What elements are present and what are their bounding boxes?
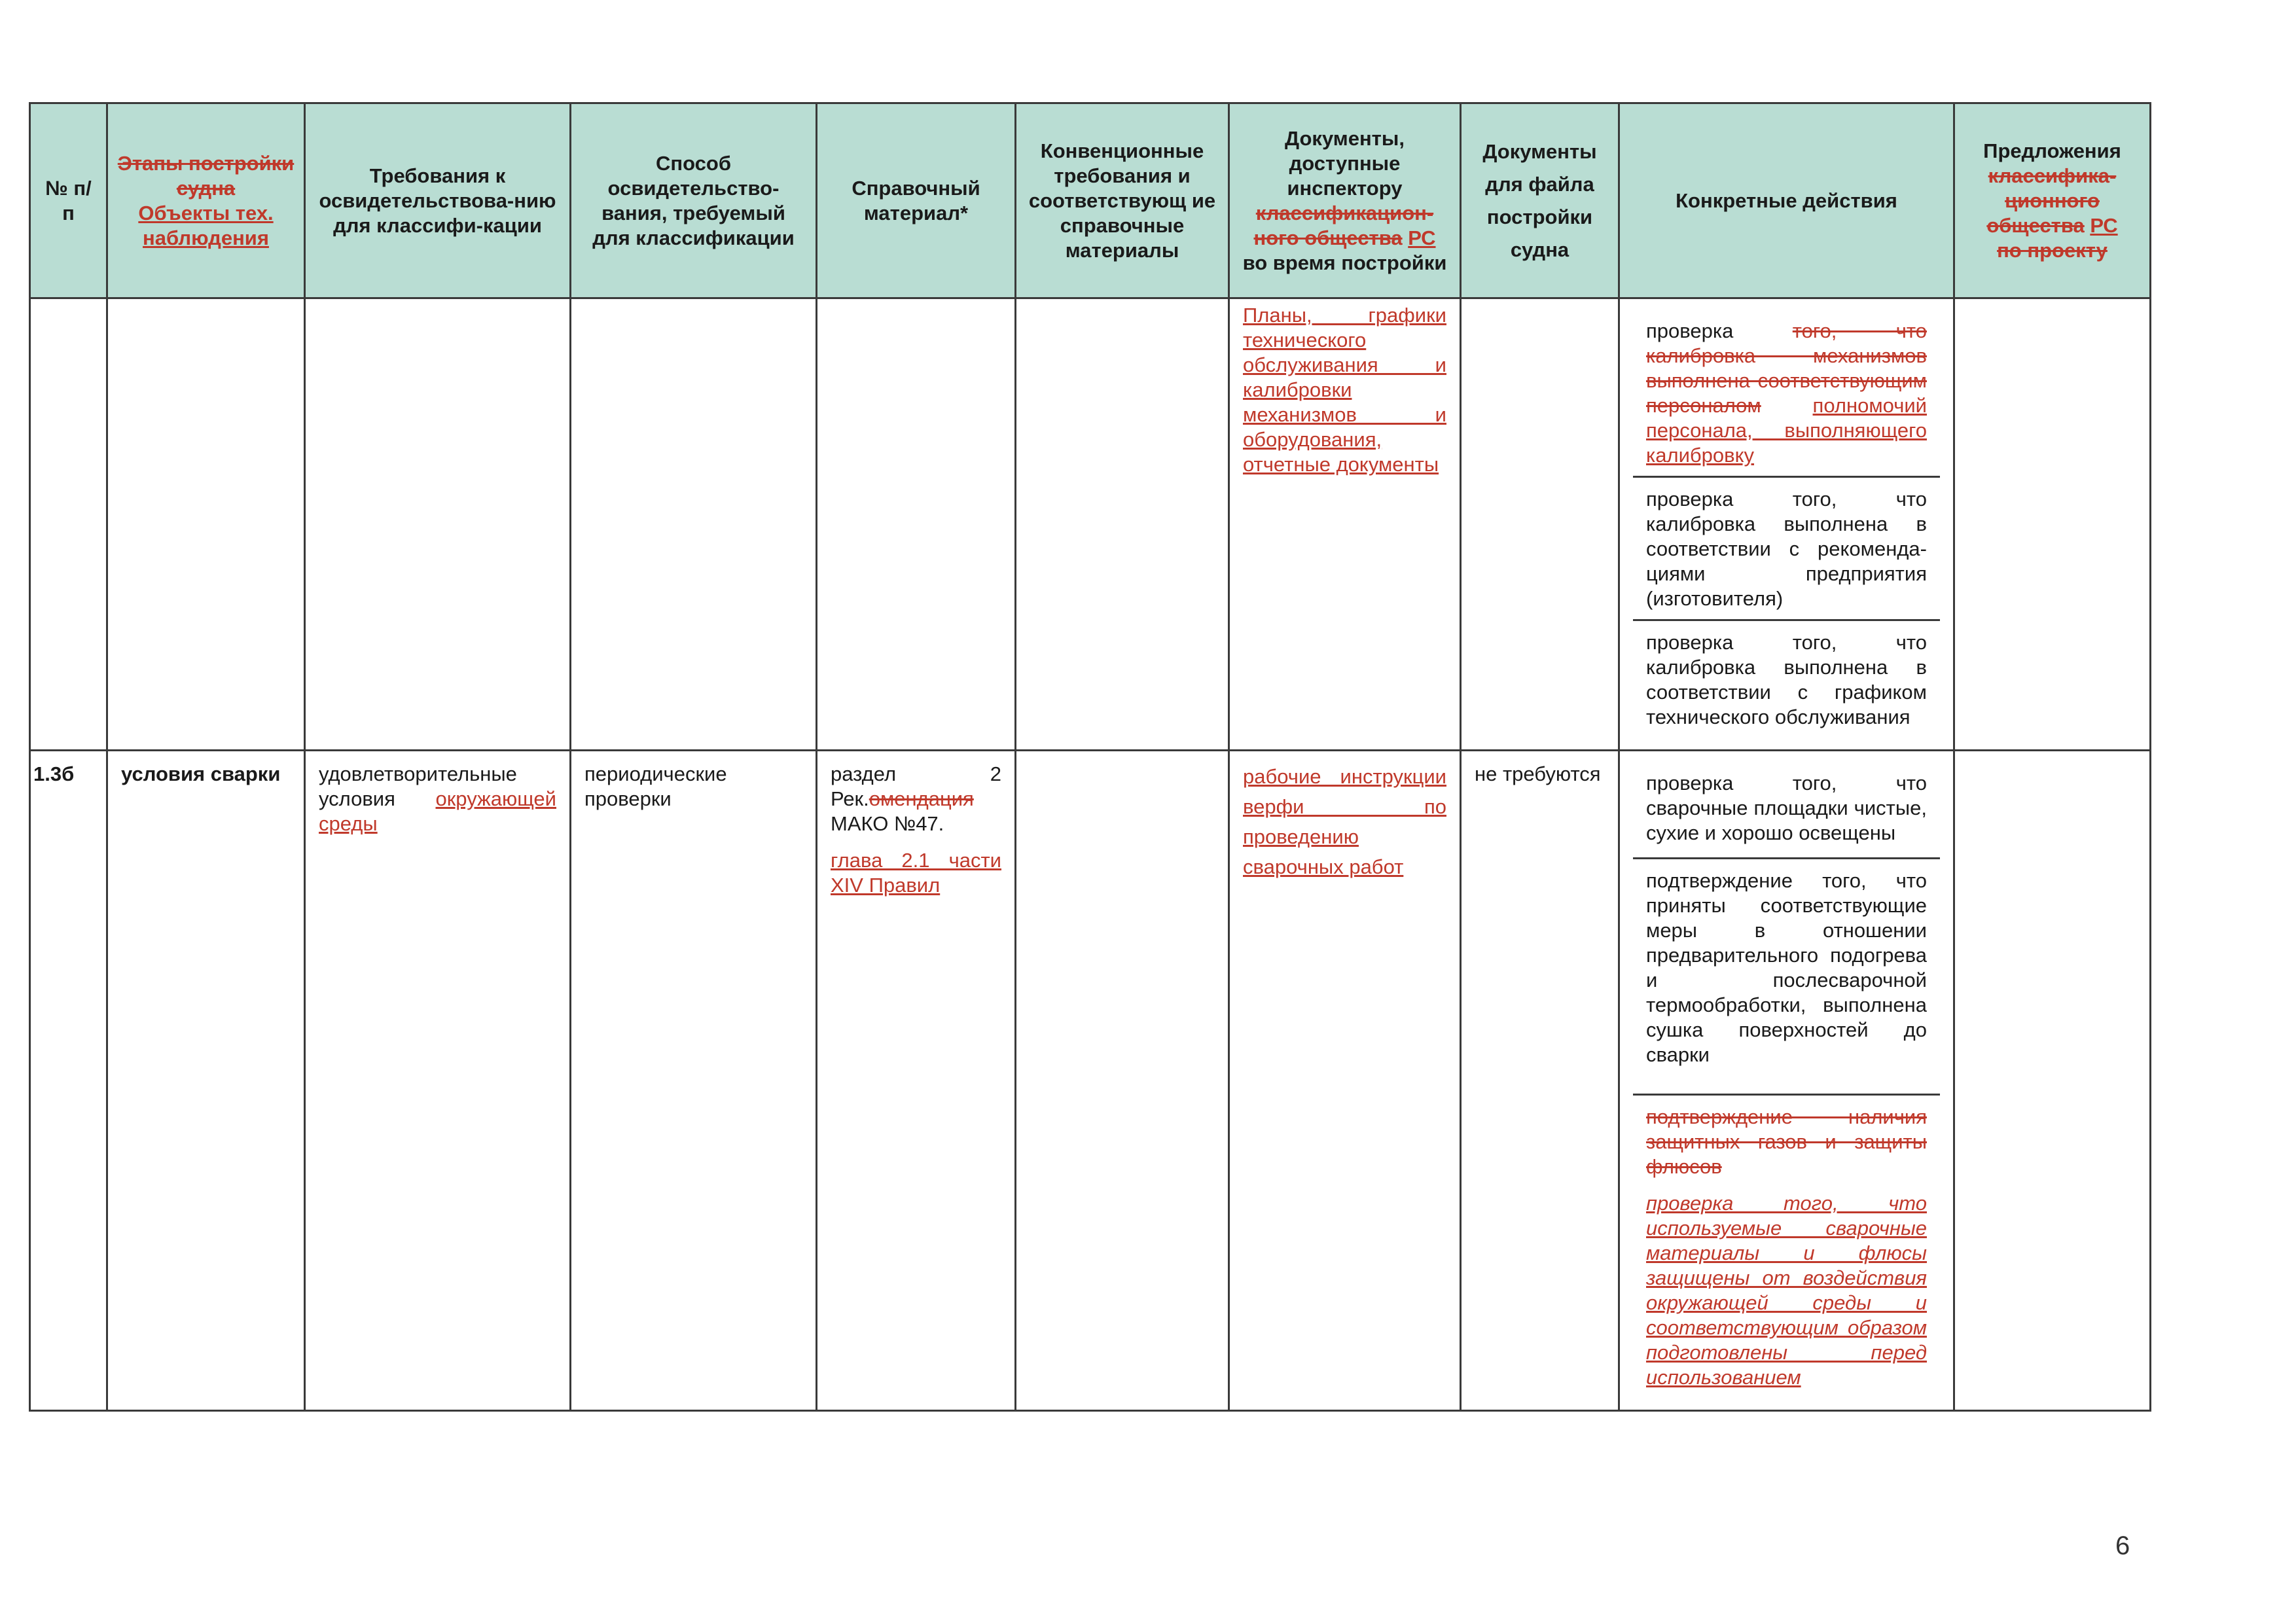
action-item: проверка того, что калибровка выполнена в соответствии с графиком технического обслуживания: [1646, 631, 1927, 728]
cell-method: периодические проверки: [571, 751, 817, 1411]
classification-table: [29, 102, 2151, 1412]
cell-num: 1.3б: [30, 751, 107, 1411]
header-docs-available: Документы, доступные инспектору классификацион-ного общества РС во время постройки: [1229, 103, 1461, 298]
cell-reference: [817, 298, 1016, 751]
cell-file-docs: [1461, 298, 1619, 751]
cell-actions: [1619, 298, 1954, 751]
cell-file-docs: не требуются: [1461, 751, 1619, 1411]
action-item: проверка того, что сварочные площадки чистые, сухие и хорошо освещены: [1633, 762, 1940, 859]
action-item: проверка того, что калибровка выполнена в соответствии с рекоменда-циями предприятия (изготовителя): [1633, 478, 1940, 621]
cell-reference: раздел 2 Рек.омендация МАКО №47. глава 2.1 части XIV Правил: [817, 751, 1016, 1411]
header-conventions: Конвенционные требования и соответствующ ие справочные материалы: [1016, 103, 1229, 298]
cell-requirements: [305, 298, 571, 751]
table-row: [30, 751, 2151, 1411]
table-row: [30, 298, 2151, 751]
action-item: подтверждение наличия защитных газов и защиты флюсов проверка того, что используемые сварочные материалы и флюсы защищены от воздействия окружающей среды и соответствующим образом подготовлены перед использованием: [1646, 1105, 1927, 1389]
cell-requirements: удовлетворительные условия окружающей среды: [305, 751, 571, 1411]
page-number: 6: [2115, 1531, 2130, 1560]
cell-proposals: [1954, 298, 2151, 751]
table-header-row: [30, 103, 2151, 298]
cell-stage: условия сварки: [107, 751, 305, 1411]
header-stages: Этапы постройки судна Объекты тех. наблюдения: [107, 103, 305, 298]
action-item: проверка того, что калибровка механизмов выполнена соответствующим персоналом полномочий персонала, выполняющего калибровку: [1633, 310, 1940, 478]
cell-num: [30, 298, 107, 751]
header-reference: Справочный материал*: [817, 103, 1016, 298]
cell-conventions: [1016, 751, 1229, 1411]
header-requirements: Требования к освидетельствова-нию для классифи-кации: [305, 103, 571, 298]
header-num: № п/п: [30, 103, 107, 298]
header-proposals: Предложения классифика-ционного общества РС по проекту: [1954, 103, 2151, 298]
cell-conventions: [1016, 298, 1229, 751]
cell-proposals: [1954, 751, 2151, 1411]
cell-docs-available: рабочие инструкции верфи по проведению сварочных работ: [1229, 751, 1461, 1411]
action-item: подтверждение того, что приняты соответствующие меры в отношении предварительного подогрева и послесварочной термообработки, выполнена сушка поверхностей до сварки: [1633, 859, 1940, 1096]
cell-docs-available: Планы, графики технического обслуживания и калибровки механизмов и оборудования, отчетные документы: [1229, 298, 1461, 751]
header-method: Способ освидетельство-вания, требуемый для классификации: [571, 103, 817, 298]
cell-stage: [107, 298, 305, 751]
cell-actions: [1619, 751, 1954, 1411]
header-file-docs: Документы для файла постройки судна: [1461, 103, 1619, 298]
header-actions: Конкретные действия: [1619, 103, 1954, 298]
cell-method: [571, 298, 817, 751]
